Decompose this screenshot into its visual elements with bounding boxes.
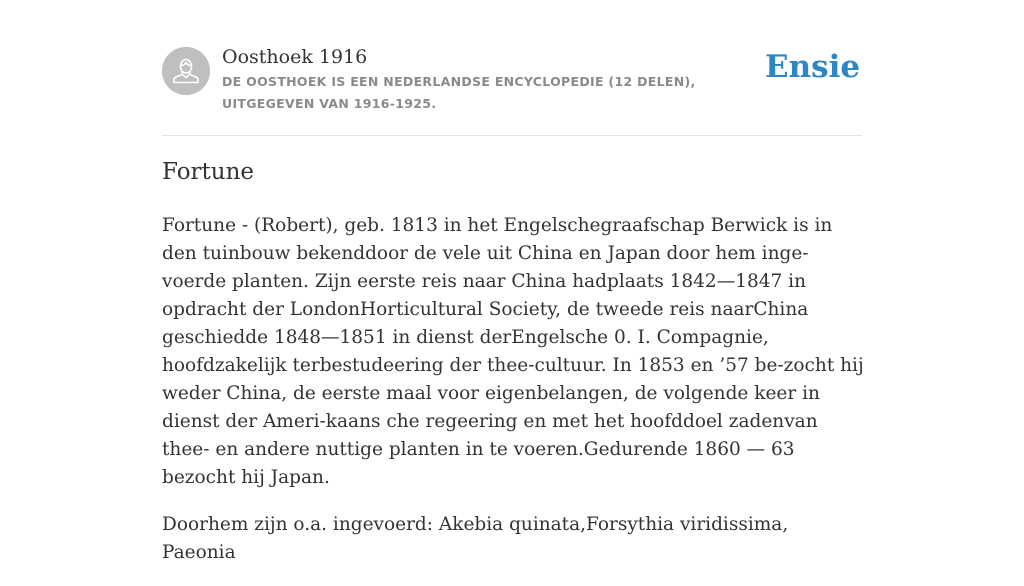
avatar[interactable] [162, 47, 210, 95]
entry-title: Fortune [162, 159, 255, 185]
entry-paragraph: Doorhem zijn o.a. ingevoerd: Akebia quinata,Forsythia viridissima, Paeonia [162, 514, 789, 563]
brand-logo[interactable]: Ensie [765, 49, 861, 85]
source-header [162, 44, 862, 136]
user-icon [162, 47, 210, 95]
source-description: DE OOSTHOEK IS EEN NEDERLANDSE ENCYCLOPEDIE (12 DELEN), UITGEGEVEN VAN 1916-1925. [222, 74, 696, 111]
source-title[interactable]: Oosthoek 1916 [222, 46, 368, 68]
entry-body [162, 212, 867, 586]
entry-paragraph: Fortune - (Robert), geb. 1813 in het Engelschegraafschap Berwick is in den tuinbouw bekenddoor de vele uit China en Japan door hem inge-voerde planten. Zijn eerste reis naar China hadplaats 1842—1847 in opdracht der LondonHorticultural Society, de tweede reis naarChina geschiedde 1848—1851 in dienst derEngelsche 0. I. Compagnie, hoofdzakelijk terbestudeering der thee-cultuur. In 1853 en ’57 be-zocht hij weder China, de eerste maal voor eigenbelangen, de volgende keer in dienst der Ameri-kaans che regeering en met het hoofddoel zadenvan thee- en andere nuttige planten in te voeren.Gedurende 1860 — 63 bezocht hij Japan. [162, 215, 864, 488]
